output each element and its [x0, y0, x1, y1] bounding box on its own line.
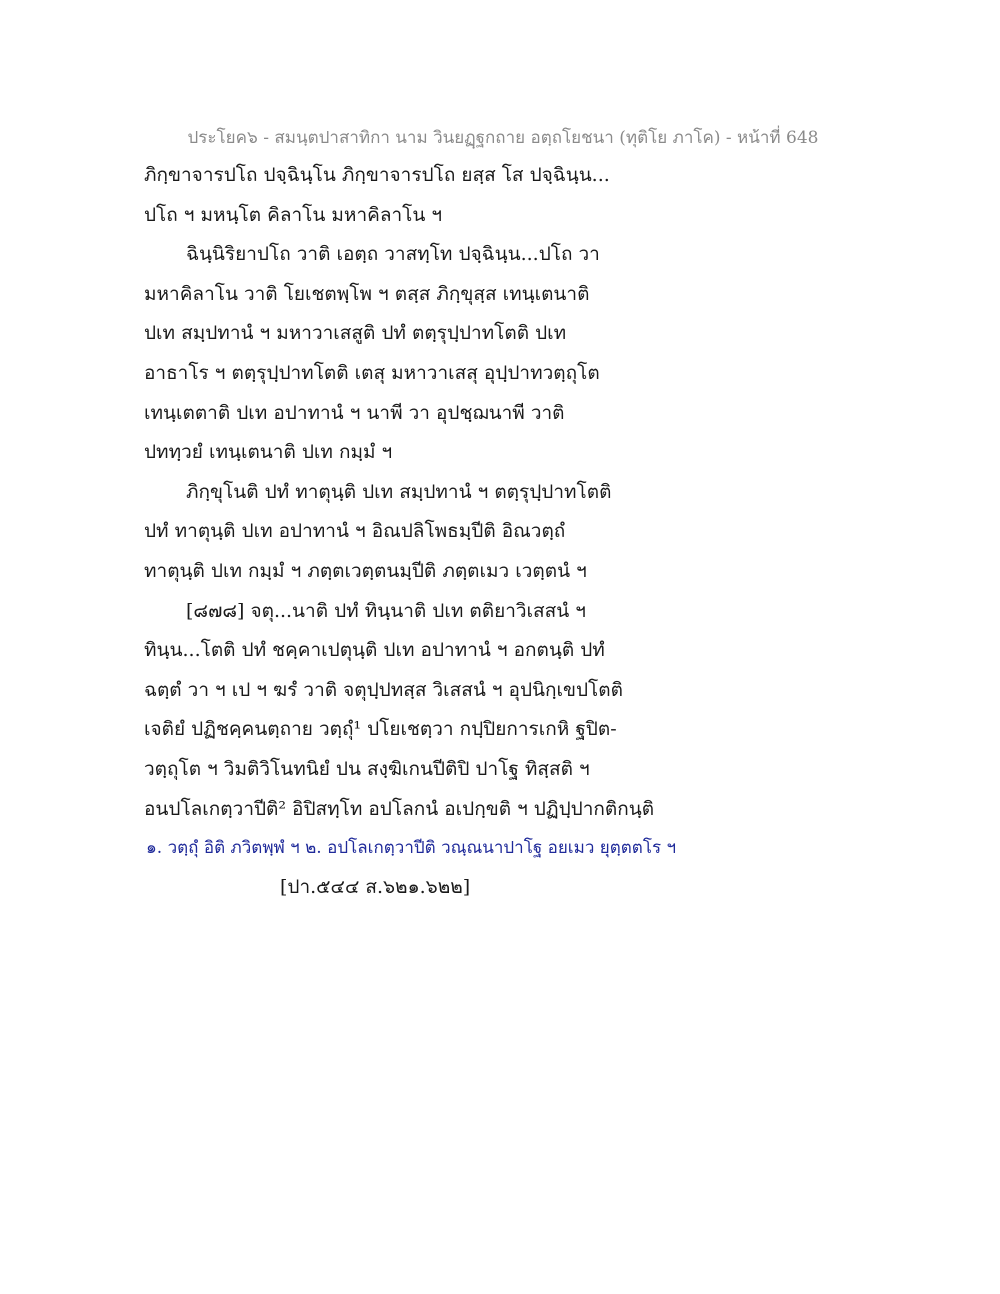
text-line: เทนฺเตตาติ ปเท อปาทานํ ฯ นาพี วา อุปชฺฌนาพี วาติ: [144, 401, 565, 424]
text-line: อาธาโร ฯ ตตฺรุปฺปาทโตติ เตสุ มหาวาเสสุ อุปฺปาทวตฺถุโต: [144, 361, 600, 384]
text-line: อนปโลเกตฺวาปีติ² อิปิสทฺโท อปโลกนํ อเปกฺขติ ฯ ปฏิปฺปากติกนฺติ: [144, 797, 655, 820]
text-line: ภิกฺขุโนติ ปทํ ทาตุนฺติ ปเท สมฺปทานํ ฯ ตตฺรุปฺปาทโตติ: [186, 480, 612, 503]
page-reference: [ปา.๕๔๔ ส.๖๒๑.๖๒๒]: [280, 876, 471, 898]
text-line: ภิกฺขาจารปโถ ปจฺฉินฺโน ภิกฺขาจารปโถ ยสฺส โส ปจฺฉินฺน...: [144, 164, 610, 186]
text-line: เจติยํ ปฏิชคฺคนตฺถาย วตฺถุํ¹ ปโยเชตฺวา กปฺปิยการเกหิ ฐปิต-: [144, 718, 617, 741]
text-line: [๘๗๘] จตุ...นาติ ปทํ ทินฺนาติ ปเท ตติยาวิเสสนํ ฯ: [186, 599, 586, 622]
text-line: ทินฺน...โตติ ปทํ ชคฺคาเปตุนฺติ ปเท อปาทานํ ฯ อกตนฺติ ปทํ: [144, 639, 605, 662]
footnote: ๑. วตฺถุํ อิติ ภวิตพฺพํ ฯ ๒. อปโลเกตฺวาปีติ วณฺณนาปาโฐ อยเมว ยุตฺตตโร ฯ: [146, 838, 677, 858]
text-line: ปททฺวยํ เทนฺเตนาติ ปเท กมฺมํ ฯ: [144, 441, 393, 464]
text-line: ทาตุนฺติ ปเท กมฺมํ ฯ ภตฺตเวตฺตนมฺปีติ ภตฺตเมว เวตฺตนํ ฯ: [144, 559, 587, 582]
text-line: ฉตฺตํ วา ฯ เป ฯ ฆรํ วาติ จตุปฺปทสฺส วิเสสนํ ฯ อุปนิกฺเขปโตติ: [144, 678, 623, 701]
text-line: ปโถ ฯ มหนฺโต คิลาโน มหาคิลาโน ฯ: [144, 203, 443, 226]
text-line: มหาคิลาโน วาติ โยเชตพฺโพ ฯ ตสฺส ภิกฺขุสฺส เทนฺเตนาติ: [144, 282, 590, 305]
running-title: ประโยค๖ - สมนฺตปาสาทิกา นาม วินยฏฺฐกถาย อตฺถโยชนา (ทุติโย ภาโค) - หน้าที่ 648: [187, 128, 819, 148]
text-line: ปเท สมฺปทานํ ฯ มหาวาเสสูติ ปทํ ตตฺรุปฺปาทโตติ ปเท: [144, 322, 567, 345]
text-line: ฉินฺนิริยาปโถ วาติ เอตฺถ วาสทฺโท ปจฺฉินฺน...ปโถ วา: [186, 243, 600, 266]
body-text: [144, 162, 704, 835]
text-line: วตฺถุโต ฯ วิมติวิโนทนิยํ ปน สงฺฆิเกนปีติปิ ปาโฐ ทิสฺสติ ฯ: [144, 757, 590, 780]
running-header: [0, 124, 1000, 151]
text-line: ปทํ ทาตุนฺติ ปเท อปาทานํ ฯ อิณปลิโพธมฺปีติ อิณวตฺถํ: [144, 520, 566, 543]
